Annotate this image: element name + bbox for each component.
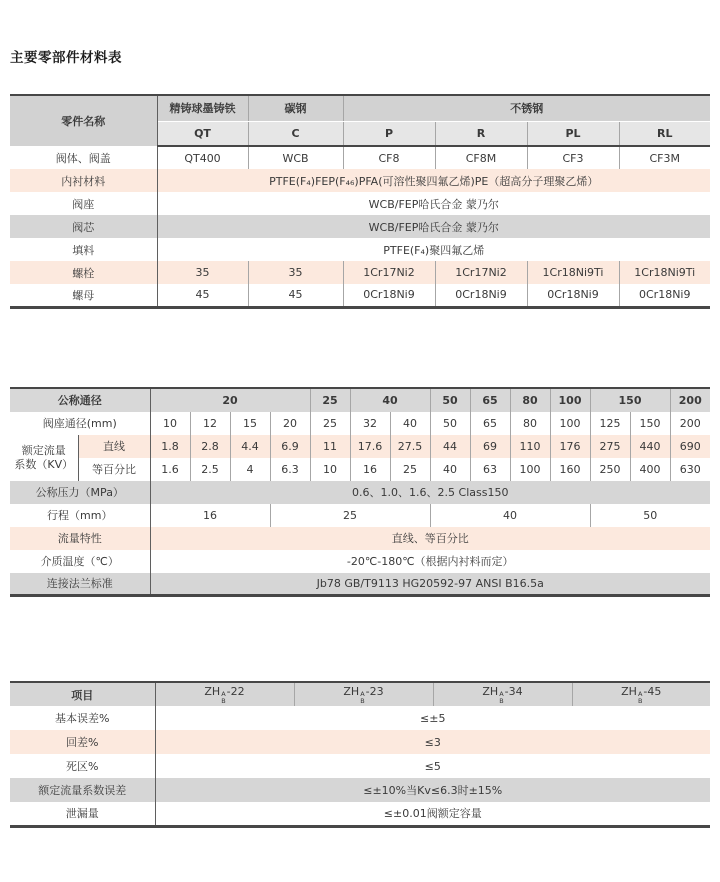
table-row-pressure [10, 481, 710, 504]
model-sup-sub [638, 691, 642, 704]
cell: 2.5 [190, 458, 230, 481]
dn-group: 100 [550, 388, 590, 412]
cell: 40 [430, 458, 470, 481]
cell: WCB/FEP哈氏合金 蒙乃尔 [157, 192, 710, 215]
cell: 16 [350, 458, 390, 481]
model-sub: B [221, 696, 226, 705]
model-sub: B [360, 696, 365, 705]
row-label: 填料 [10, 238, 157, 261]
model-sup-sub [360, 691, 364, 704]
cell: 250 [590, 458, 630, 481]
table-row-kv-linear [10, 435, 710, 458]
cell: 0.6、1.0、1.6、2.5 Class150 [150, 481, 710, 504]
kv-row-label [10, 435, 78, 481]
cell: 0Cr18Ni9 [619, 284, 710, 307]
cell: 690 [670, 435, 710, 458]
cell: 200 [670, 412, 710, 435]
cell: 1Cr18Ni9Ti [619, 261, 710, 284]
cell: 25 [270, 504, 430, 527]
model-header [572, 682, 710, 706]
row-label: 行程（mm） [10, 504, 150, 527]
dn-header: 公称通径 [10, 388, 150, 412]
cell: 17.6 [350, 435, 390, 458]
cell: ≤±5 [155, 706, 710, 730]
cell: 1.6 [150, 458, 190, 481]
row-label: 连接法兰标准 [10, 573, 150, 596]
row-label: 死区% [10, 754, 155, 778]
cell: 125 [590, 412, 630, 435]
table-row-bolt [10, 261, 710, 284]
cell: 27.5 [390, 435, 430, 458]
model-prefix: ZH [621, 685, 637, 698]
cell: 40 [430, 504, 590, 527]
dn-group: 200 [670, 388, 710, 412]
cell: 100 [510, 458, 550, 481]
materials-table [10, 94, 710, 309]
table-row-basic-error [10, 706, 710, 730]
item-header: 项目 [10, 682, 155, 706]
model-sup: A [499, 690, 504, 698]
cell: 80 [510, 412, 550, 435]
cell: 63 [470, 458, 510, 481]
row-label: 螺母 [10, 284, 157, 307]
page-title: 主要零部件材料表 [10, 50, 122, 66]
model-sup: A [637, 690, 643, 698]
cell: 1Cr17Ni2 [343, 261, 435, 284]
row-label: 基本误差% [10, 706, 155, 730]
model-header [155, 682, 294, 706]
cell: 440 [630, 435, 670, 458]
group-header-stainless-steel: 不锈钢 [343, 95, 710, 121]
table-row-flange-std [10, 573, 710, 596]
dn-group: 40 [350, 388, 430, 412]
cell: 25 [310, 412, 350, 435]
cell: 16 [150, 504, 270, 527]
sub-row-label: 等百分比 [78, 458, 150, 481]
cell: 69 [470, 435, 510, 458]
row-label: 介质温度（℃） [10, 550, 150, 573]
cell: CF3M [619, 146, 710, 169]
cell: 160 [550, 458, 590, 481]
spec-table [10, 387, 710, 598]
cell: 275 [590, 435, 630, 458]
cell: 10 [150, 412, 190, 435]
cell: 32 [350, 412, 390, 435]
cell: 150 [630, 412, 670, 435]
cell: ≤±10%当Kv≤6.3时±15% [155, 778, 710, 802]
cell: 45 [157, 284, 248, 307]
cell: 50 [590, 504, 710, 527]
cell: 100 [550, 412, 590, 435]
table-row-flow-char [10, 527, 710, 550]
code-header: PL [527, 121, 619, 146]
cell: 1Cr18Ni9Ti [527, 261, 619, 284]
error-header-row [10, 682, 710, 706]
table-row-seat [10, 192, 710, 215]
model-sup: A [360, 690, 365, 698]
cell: 35 [248, 261, 343, 284]
row-label: 回差% [10, 730, 155, 754]
cell: CF8M [435, 146, 527, 169]
cell: -20℃-180℃（根据内衬料而定） [150, 550, 710, 573]
cell: 11 [310, 435, 350, 458]
row-label: 阀芯 [10, 215, 157, 238]
cell: WCB [248, 146, 343, 169]
row-label: 阀座 [10, 192, 157, 215]
row-label: 螺栓 [10, 261, 157, 284]
cell: 65 [470, 412, 510, 435]
table-row-body [10, 146, 710, 169]
cell: 40 [390, 412, 430, 435]
row-label: 额定流量系数误差 [10, 778, 155, 802]
code-header: C [248, 121, 343, 146]
model-suffix: -22 [226, 685, 245, 698]
model-prefix: ZH [204, 685, 221, 698]
dn-group: 80 [510, 388, 550, 412]
dn-group: 50 [430, 388, 470, 412]
sub-row-label: 直线 [78, 435, 150, 458]
cell: 12 [190, 412, 230, 435]
cell: 0Cr18Ni9 [527, 284, 619, 307]
cell: PTFE(F₄)FEP(F₄₆)PFA(可溶性聚四氟乙烯)PE（超高分子理聚乙烯） [157, 169, 710, 192]
cell: 35 [157, 261, 248, 284]
row-label: 阀座通径(mm) [10, 412, 150, 435]
cell: 45 [248, 284, 343, 307]
cell: ≤±0.01阀额定容量 [155, 802, 710, 826]
code-header: QT [157, 121, 248, 146]
cell: 15 [230, 412, 270, 435]
table-row-nut [10, 284, 710, 307]
materials-corner-header: 零件名称 [10, 95, 157, 146]
model-suffix: -45 [643, 685, 662, 698]
cell: 50 [430, 412, 470, 435]
code-header: P [343, 121, 435, 146]
group-header-ductile-iron: 精铸球墨铸铁 [157, 95, 248, 121]
kv-label-line1: 额定流量 [21, 443, 66, 457]
cell: 176 [550, 435, 590, 458]
row-label: 公称压力（MPa） [10, 481, 150, 504]
document-page [0, 46, 720, 828]
model-sup: A [221, 690, 226, 698]
table-row-kv-equal [10, 458, 710, 481]
model-suffix: -23 [365, 685, 384, 698]
cell: 0Cr18Ni9 [435, 284, 527, 307]
cell: 4 [230, 458, 270, 481]
row-label: 流量特性 [10, 527, 150, 550]
kv-label-line2: 系数（KV） [14, 457, 74, 471]
cell: 630 [670, 458, 710, 481]
cell: 1Cr17Ni2 [435, 261, 527, 284]
table-row-core [10, 215, 710, 238]
model-sup-sub [221, 691, 225, 704]
materials-header-groups [10, 95, 710, 121]
table-row-hysteresis [10, 730, 710, 754]
cell: 44 [430, 435, 470, 458]
table-row-media-temp [10, 550, 710, 573]
cell: CF8 [343, 146, 435, 169]
model-suffix: -34 [504, 685, 523, 698]
model-header [294, 682, 433, 706]
cell: 400 [630, 458, 670, 481]
table-row-packing [10, 238, 710, 261]
cell: 0Cr18Ni9 [343, 284, 435, 307]
cell: CF3 [527, 146, 619, 169]
cell: QT400 [157, 146, 248, 169]
table-row-kv-error [10, 778, 710, 802]
model-sup-sub [499, 691, 503, 704]
dn-group: 25 [310, 388, 350, 412]
row-label: 阀体、阀盖 [10, 146, 157, 169]
dn-group: 65 [470, 388, 510, 412]
model-header [433, 682, 572, 706]
cell: WCB/FEP哈氏合金 蒙乃尔 [157, 215, 710, 238]
row-label: 内衬材料 [10, 169, 157, 192]
cell: 6.9 [270, 435, 310, 458]
cell: 1.8 [150, 435, 190, 458]
model-sub: B [499, 696, 504, 705]
code-header: R [435, 121, 527, 146]
cell: 直线、等百分比 [150, 527, 710, 550]
cell: 110 [510, 435, 550, 458]
cell: ≤5 [155, 754, 710, 778]
dn-group: 20 [150, 388, 310, 412]
spec-header-row [10, 388, 710, 412]
table-row-leakage [10, 802, 710, 826]
code-header: RL [619, 121, 710, 146]
model-prefix: ZH [343, 685, 360, 698]
dn-group: 150 [590, 388, 670, 412]
cell: 6.3 [270, 458, 310, 481]
cell: ≤3 [155, 730, 710, 754]
cell: 25 [390, 458, 430, 481]
cell: PTFE(F₄)聚四氟乙烯 [157, 238, 710, 261]
cell: 20 [270, 412, 310, 435]
table-row-lining [10, 169, 710, 192]
cell: 2.8 [190, 435, 230, 458]
table-row-dead-zone [10, 754, 710, 778]
cell: 4.4 [230, 435, 270, 458]
model-sub: B [637, 696, 643, 705]
row-label: 泄漏量 [10, 802, 155, 826]
cell: 10 [310, 458, 350, 481]
cell: Jb78 GB/T9113 HG20592-97 ANSI B16.5a [150, 573, 710, 596]
table-row-stroke [10, 504, 710, 527]
table-row-seat-dia [10, 412, 710, 435]
group-header-carbon-steel: 碳钢 [248, 95, 343, 121]
error-table [10, 681, 710, 828]
model-prefix: ZH [482, 685, 499, 698]
